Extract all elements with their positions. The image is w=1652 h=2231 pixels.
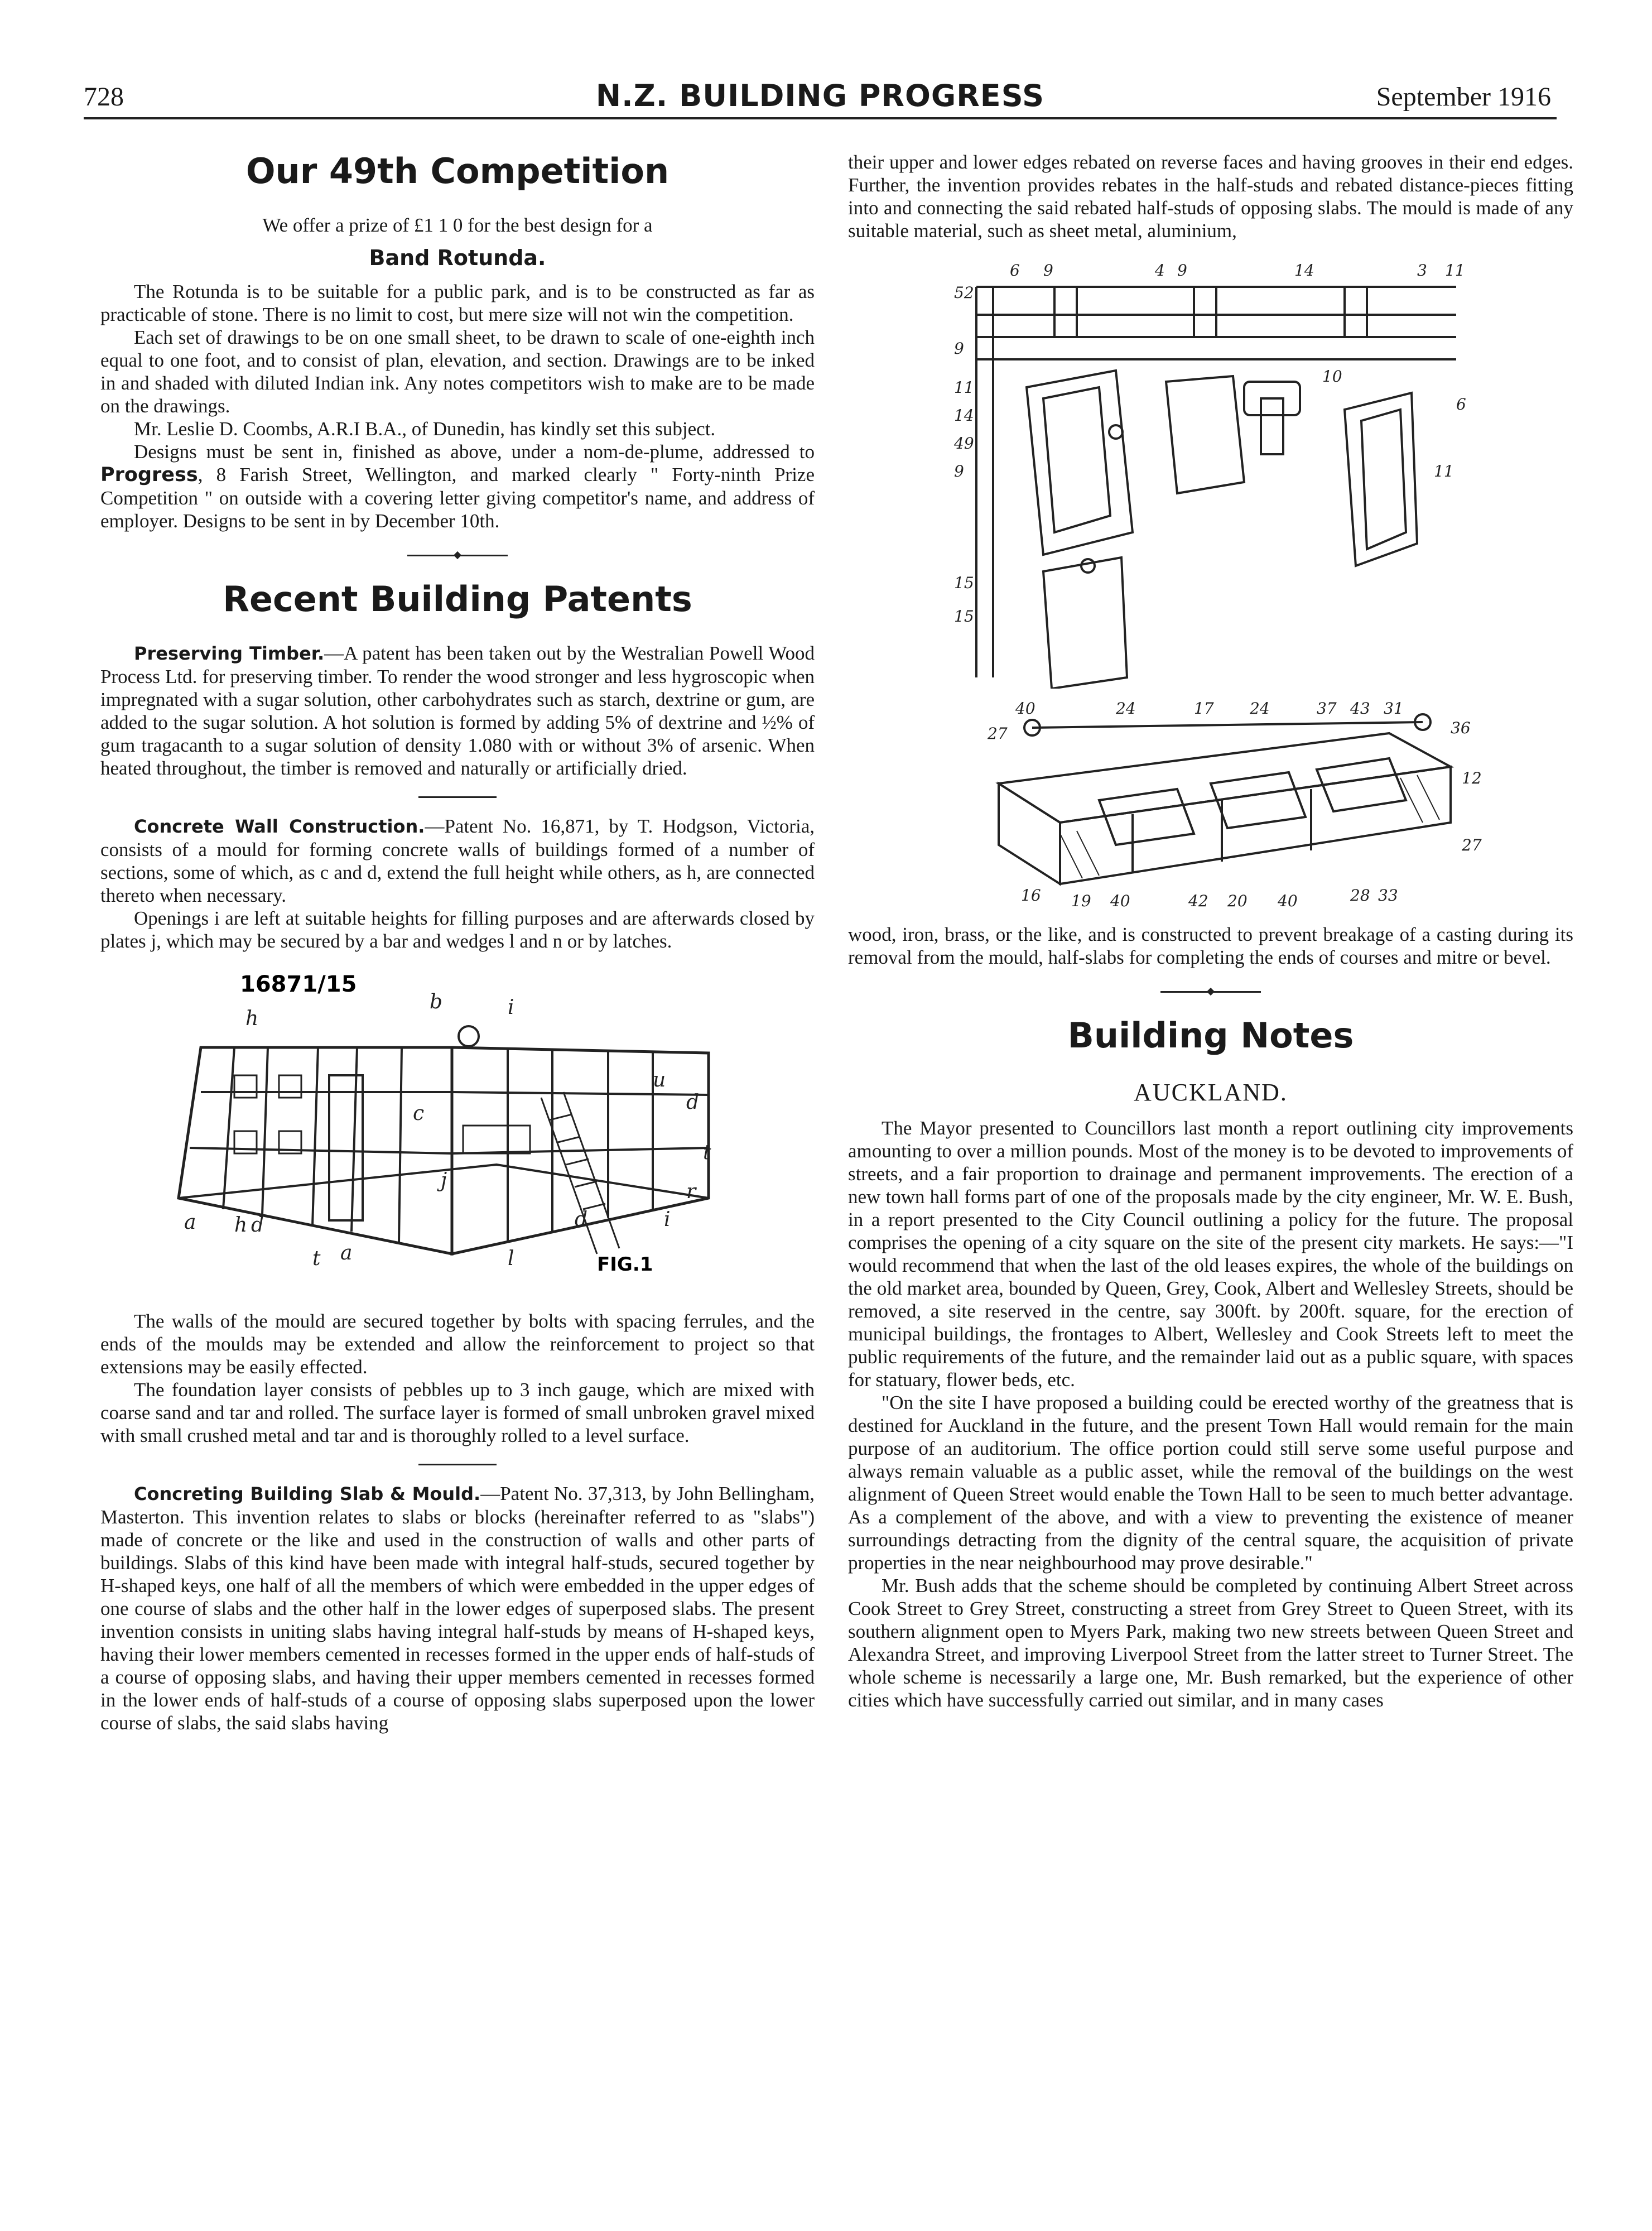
notes-paragraph: "On the site I have proposed a building could be erected worthy of the greatness that is destined for Auckland in the future, and the present Town Hall would remain for the main purpose of an auditorium. The office portion could still serve some useful purpose and always remain valuable as a public asset, while the removal of the buildings on the west alignment of Queen Street would enable the Town Hall to be seen to much better advantage. As a complement of the above, and with a view to preventing the existence of meaner surroundings detracting from the dignity of the central square, the acquisition of private properties in the near neighbourhood may prove desirable."	[848, 1392, 1573, 1574]
designs-text-cont: , 8 Farish Street, Wellington, and marked clearly " Forty-ninth Prize Competition " on outside with a covering letter giving competitor's name, and address of employer. Designs to be sent in by December 10th.	[100, 464, 815, 532]
notes-paragraph: The Mayor presented to Councillors last month a report outlining city improvements amounting to over a million pounds. Most of the money is to be devoted to improvements of streets, and a fair proportion to drainage and permanent improvements. The erection of a new town hall forms part of one of the proposals made by the city engineer, Mr. W. E. Bush, in a report presented to the City Council outlining a policy for the future. The proposal comprises the opening of a city square on the site of the present city markets. He says:—"I would recommend that when the last of the old leases expires, the whole of the buildings on the old market area, bounded by Queen, Grey, Cook, Albert and Wellesley Streets, should be removed, a site reserved in the centre, say 300ft. by 200ft. square, for the erection of municipal buildings, the frontages to Albert, Wellesley and Cook Streets left to meet the public requirements of the future, and the remainder laid out as a public square, with spaces for statuary, flower beds, etc.	[848, 1117, 1573, 1391]
svg-text:15: 15	[954, 574, 974, 592]
svg-text:3: 3	[1417, 261, 1427, 280]
patent-concrete-wall	[100, 815, 815, 907]
svg-text:27: 27	[988, 724, 1008, 743]
notes-paragraph: Mr. Bush adds that the scheme should be completed by continuing Albert Street across Cook Street to Grey Street, constructing a street from Grey Street to Queen Street, with its southern alignment open to Myers Park, making two new streets between Queen Street and Alexandra Street, and improving Liverpool Street from the latter street to Turner Street. The whole scheme is necessarily a large one, Mr. Bush remarked, but the experience of other cities which have successfully carried out similar, and in many cases	[848, 1575, 1573, 1711]
patent-heading: Concreting Building Slab & Mould.	[134, 1483, 481, 1504]
svg-text:9: 9	[954, 462, 964, 480]
svg-text:4: 4	[1155, 261, 1165, 280]
patent-preserving-timber	[100, 642, 815, 780]
svg-text:14: 14	[1294, 261, 1314, 280]
patent-slab-ending: wood, iron, brass, or the like, and is constructed to prevent breakage of a casting during its removal from the mould, half-slabs for completing the ends of courses and mitre or bevel.	[848, 924, 1573, 968]
svg-text:15: 15	[954, 607, 974, 626]
patent-paragraph: The walls of the mould are secured together by bolts with spacing ferrules, and the ends of the moulds may be extended and allow the reinforcement to project so that extensions may be easily effected.	[100, 1310, 815, 1378]
patent-heading: Preserving Timber.	[134, 643, 325, 664]
competition-designs	[100, 440, 815, 532]
publication-title: N.Z. BUILDING PROGRESS	[595, 78, 1045, 113]
svg-text:40: 40	[1110, 892, 1130, 910]
competition-title: Our 49th Competition	[245, 151, 670, 191]
building-notes-title: Building Notes	[1067, 1015, 1354, 1056]
svg-text:37: 37	[1317, 700, 1337, 718]
patent-text: —A patent has been taken out by the Westralian Powell Wood Process Ltd. for preserving timber. To render the wood stronger and less hygroscopic when impregnated with a sugar solution, other carbohydrates such as starch, dextrine or gum, are added to the sugar solution. A hot solution is formed by adding 5% of dextrine and ½% of gum tragacanth to a sugar solution of density 1.080 with or without 3% of arsenic. When heated throughout, the timber is removed and naturally or artificially dried.	[100, 642, 815, 779]
svg-text:d: d	[686, 1091, 700, 1114]
svg-text:b: b	[430, 991, 443, 1013]
svg-text:11: 11	[954, 378, 974, 397]
right-column	[848, 151, 1573, 1711]
svg-text:a: a	[184, 1211, 196, 1234]
patent-openings: Openings i are left at suitable heights for filling purposes and are afterwards closed by plates j, which may be secured by a bar and wedges l and n or by latches.	[100, 907, 815, 952]
svg-text:20: 20	[1227, 892, 1248, 910]
svg-text:52: 52	[954, 283, 974, 302]
svg-text:14: 14	[954, 406, 974, 425]
svg-text:j: j	[441, 1169, 447, 1192]
section-divider	[1160, 991, 1261, 993]
svg-text:u: u	[653, 1069, 666, 1092]
mould-section-figure	[932, 700, 1490, 912]
competition-paragraph: Each set of drawings to be on one small sheet, to be drawn to scale of one-eighth inch equal to one foot, and to consist of plan, elevation, and section. Drawings are to be inked in and shaded with diluted Indian ink. Any notes competitors wish to make are to be made on the drawings.	[100, 326, 815, 417]
svg-text:i: i	[508, 996, 514, 1019]
svg-text:24: 24	[1116, 700, 1136, 718]
svg-text:h: h	[234, 1214, 248, 1237]
city-heading: AUCKLAND.	[1134, 1079, 1288, 1106]
svg-text:40: 40	[1278, 892, 1298, 910]
svg-text:17: 17	[1194, 700, 1214, 718]
competition-paragraph: Mr. Leslie D. Coombs, A.R.I B.A., of Dunedin, has kindly set this subject.	[134, 418, 716, 440]
concrete-mould-figure	[151, 964, 764, 1299]
svg-text:12: 12	[1462, 769, 1482, 787]
patent-divider	[418, 796, 497, 798]
figure-caption: FIG.1	[597, 1253, 653, 1276]
figure-number: 16871/15	[240, 972, 357, 997]
svg-text:28: 28	[1350, 886, 1370, 905]
svg-text:10: 10	[1322, 367, 1342, 386]
left-column	[100, 151, 815, 1734]
patent-slab-continuation: their upper and lower edges rebated on reverse faces and having grooves in their end edges. Further, the invention provides rebates in the half-studs and rebated distance-pieces fitting into and connecting the said rebated half-studs of opposing slabs. The mould is made of any suitable material, such as sheet metal, aluminium,	[848, 151, 1573, 242]
page-header	[84, 73, 1557, 119]
svg-text:6: 6	[1010, 261, 1020, 280]
patent-divider	[418, 1464, 497, 1465]
svg-text:31: 31	[1384, 700, 1404, 718]
svg-text:36: 36	[1451, 719, 1471, 737]
svg-text:24: 24	[1250, 700, 1270, 718]
svg-text:d: d	[251, 1214, 264, 1237]
competition-intro: We offer a prize of £1 1 0 for the best design for a	[262, 214, 653, 236]
svg-text:a: a	[340, 1242, 353, 1264]
svg-text:6: 6	[1456, 395, 1466, 413]
svg-text:c: c	[413, 1102, 425, 1125]
svg-text:h: h	[245, 1007, 259, 1030]
issue-date: September 1916	[1376, 82, 1551, 112]
svg-text:33: 33	[1378, 886, 1398, 905]
svg-text:42: 42	[1188, 892, 1208, 910]
svg-text:43: 43	[1350, 700, 1370, 718]
competition-subject: Band Rotunda.	[369, 246, 546, 270]
patent-text: —Patent No. 37,313, by John Bellingham, Masterton. This invention relates to slabs or blocks (hereinafter referred to as "slabs") made of concrete or the like and used in the construction of walls and other parts of buildings. Slabs of this kind have been made with integral half-studs, secured together by H-shaped keys, one half of all the members of which were embedded in the upper edges of one course of slabs and the other half in the lower edges of superposed slabs. The present invention consists in uniting slabs having integral half-studs by means of H-shaped keys, having their lower members cemented in recesses formed in the upper ends of half-studs of a course of opposing slabs, and having their upper members cemented in recesses formed in the lower ends of half-studs of a course of opposing slabs superposed upon the lower course of slabs, the said slabs having	[100, 1483, 815, 1734]
svg-text:11: 11	[1434, 462, 1454, 480]
svg-text:9: 9	[954, 339, 964, 358]
progress-name: Progress	[100, 464, 198, 486]
patents-title: Recent Building Patents	[223, 579, 692, 619]
svg-text:t: t	[312, 1247, 321, 1270]
svg-text:9: 9	[1177, 261, 1187, 280]
page-number: 728	[84, 82, 124, 112]
patent-text: —Patent No. 16,871, by T. Hodgson, Victoria, consists of a mould for forming concrete walls of buildings formed of a number of sections, some of which, as c and d, extend the full height while others, as h, are connected thereto when necessary.	[100, 815, 815, 906]
patent-paragraph: The foundation layer consists of pebbles up to 3 inch gauge, which are mixed with coarse sand and tar and rolled. The surface layer is formed of small unbroken gravel mixed with small crushed metal and tar and is thoroughly rolled to a level surface.	[100, 1379, 815, 1446]
patent-concreting-slab	[100, 1482, 815, 1734]
patent-heading: Concrete Wall Construction.	[134, 816, 425, 837]
svg-text:49: 49	[954, 434, 974, 453]
section-divider	[407, 555, 508, 556]
svg-text:d: d	[575, 1208, 588, 1231]
svg-text:40: 40	[1015, 700, 1035, 718]
competition-paragraph: The Rotunda is to be suitable for a public park, and is to be constructed as far as practicable of stone. There is no limit to cost, but mere size will not win the competition.	[100, 281, 815, 325]
slab-key-figure	[932, 253, 1490, 689]
svg-text:11: 11	[1445, 261, 1465, 280]
svg-text:i: i	[664, 1208, 671, 1231]
svg-text:l: l	[508, 1247, 514, 1270]
svg-text:t: t	[703, 1141, 711, 1164]
svg-text:9: 9	[1043, 261, 1053, 280]
svg-text:19: 19	[1071, 892, 1091, 910]
designs-text: Designs must be sent in, finished as above, under a nom-de-plume, addressed to	[134, 441, 815, 463]
svg-text:16: 16	[1021, 886, 1041, 905]
svg-text:27: 27	[1462, 836, 1482, 854]
svg-text:r: r	[686, 1180, 696, 1203]
